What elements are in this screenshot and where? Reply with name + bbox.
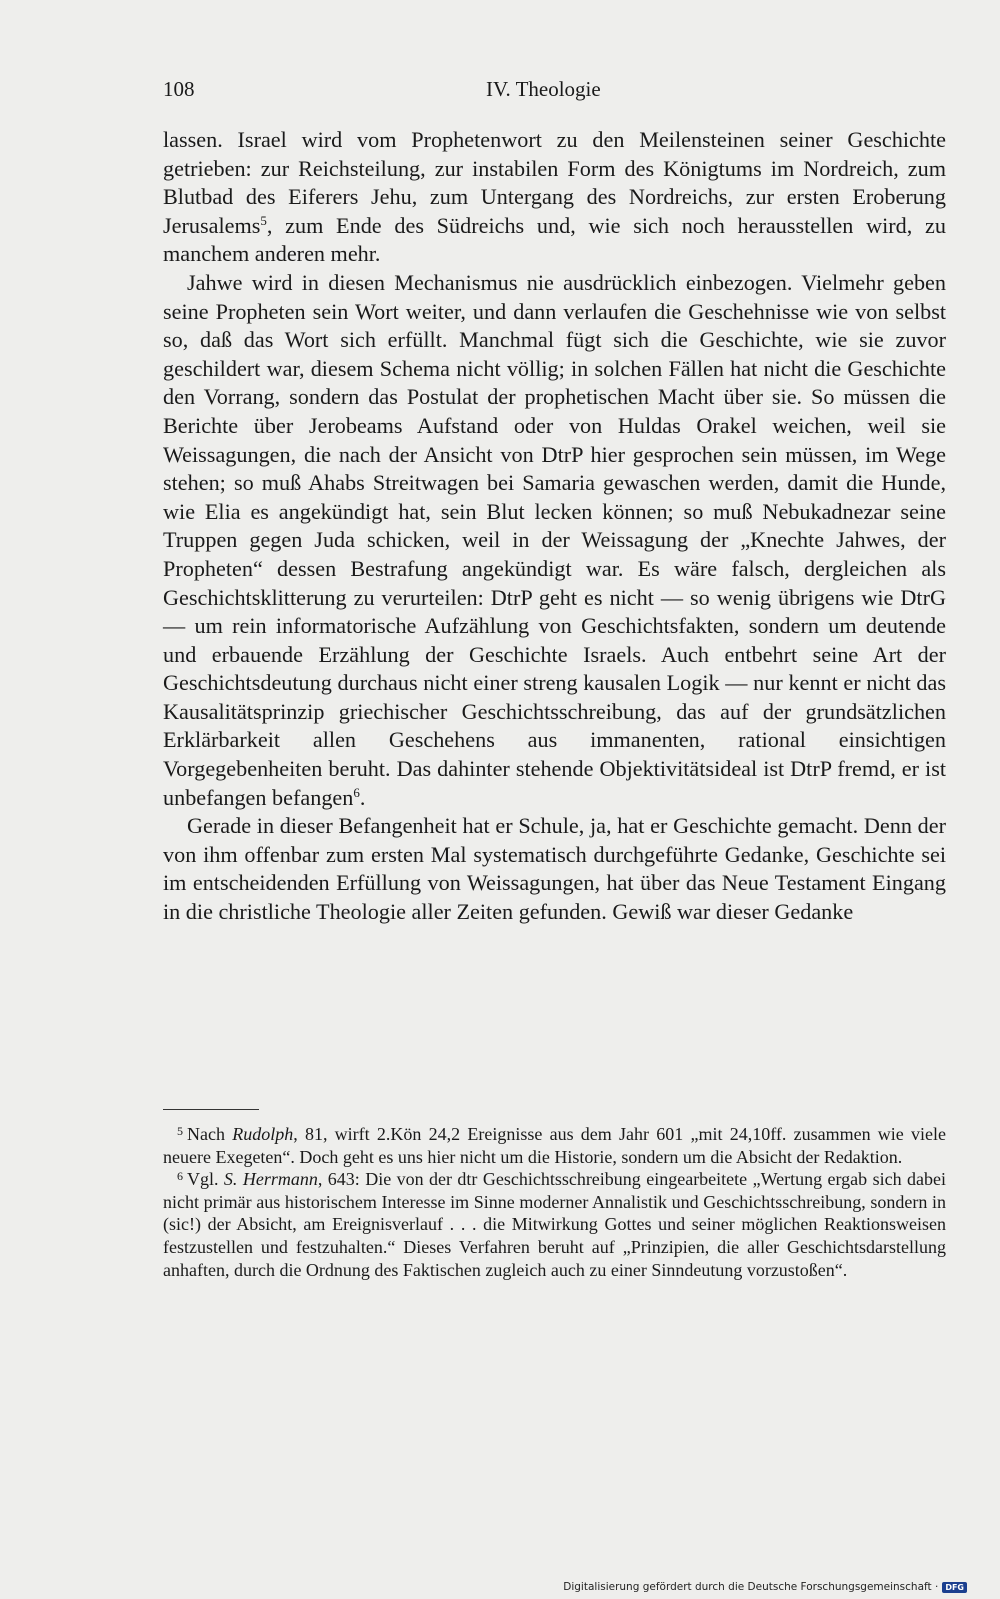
paragraph-3 xyxy=(163,812,946,926)
footnote-5-author: Rudolph xyxy=(232,1124,294,1144)
footnote-6-prefix: Vgl. xyxy=(187,1169,224,1190)
main-text xyxy=(163,126,946,927)
page-header xyxy=(163,77,946,107)
footnote-5 xyxy=(163,1123,946,1168)
running-head: IV. Theologie xyxy=(486,77,601,101)
footnote-6 xyxy=(163,1168,946,1281)
footnote-divider xyxy=(163,1109,259,1110)
credit-text: Digitalisierung gefördert durch die Deutsche Forschungsgemeinschaft · xyxy=(563,1581,939,1593)
paragraph-2 xyxy=(163,269,946,812)
paragraph-1 xyxy=(163,126,946,269)
footnote-5-text: , 81, wirft 2.Kön 24,2 Ereignisse aus dem Jahr 601 „mit 24,10ff. zusammen wie viele neuere Exegeten“. Doch geht es uns hier nicht um die Historie, sondern um die Absicht der Redaktion. xyxy=(163,1124,946,1167)
paragraph-1-text: lassen. Israel wird vom Prophetenwort zu den Meilensteinen seiner Geschichte getrieben: zur Reichsteilung, zur instabilen Form des Königtums im Nordreich, zum Blutbad des Eiferers Jehu, zum Untergang des Nordreichs, zur ersten Eroberung Jerusalems xyxy=(163,127,946,238)
footnotes xyxy=(163,1123,946,1281)
dfg-logo-icon: DFG xyxy=(942,1582,967,1593)
paragraph-1-tail: , zum Ende des Südreichs und, wie sich noch herausstellen wird, zu manchem anderen mehr. xyxy=(163,212,946,267)
footnote-6-text: , 643: Die von der dtr Geschichtsschreibung eingearbeitete „Wertung ergab sich dabei nicht primär aus historischem Interesse im Sinne moderner Annalistik und Geschichtsschreibung, sondern in (sic!) der Absicht, am Ereignisverlauf . . . die Mitwirkung Gottes und seiner möglichen Reaktionsweisen festzustellen und festzuhalten.“ Dieses Verfahren beruht auf „Prinzipien, die aller Geschichtsdarstellung anhaften, durch die Ordnung des Faktischen zugleich auch zu einer Sinndeutung vorzustoßen“. xyxy=(163,1169,946,1280)
footnote-6-number: 6 xyxy=(177,1169,183,1184)
footnote-5-number: 5 xyxy=(177,1124,183,1138)
paragraph-3-text: Gerade in dieser Befangenheit hat er Schule, ja, hat er Geschichte gemacht. Denn der von ihm offenbar zum ersten Mal systematisch durchgeführte Gedanke, Geschichte sei im entscheidenden Erfüllung von Weissagungen, hat über das Neue Testament Eingang in die christliche Theologie aller Zeiten gefunden. Gewiß war dieser Gedanke xyxy=(163,813,946,925)
page-number: 108 xyxy=(163,77,195,101)
paragraph-2-tail: . xyxy=(359,784,366,810)
footnote-ref-5[interactable]: 5 xyxy=(260,212,267,228)
footnote-6-author: S. Herrmann xyxy=(223,1169,318,1190)
footnote-5-prefix: Nach xyxy=(187,1124,233,1144)
paragraph-2-text: Jahwe wird in diesen Mechanismus nie ausdrücklich einbezogen. Vielmehr geben seine Propheten sein Wort weiter, und dann verlaufen die Geschehnisse wie von selbst so, daß das Wort sich erfüllt. Manchmal fügt sich die Geschichte, wie sie zuvor geschildert war, diesem Schema nicht völlig; in solchen Fällen hat nicht die Geschichte den Vorrang, sondern das Postulat der prophetischen Macht über sie. So müssen die Berichte über Jerobeams Aufstand oder von Huldas Orakel weichen, weil sie Weissagungen, die nach der Ansicht von DtrP hier gesprochen sein müssen, im Wege stehen; so muß Ahabs Streitwagen bei Samaria gewaschen werden, damit die Hunde, wie Elia es angekündigt hat, sein Blut lecken können; so muß Nebukadnezar seine Truppen gegen Juda schicken, weil in der Weissagung der „Knechte Jahwes, der Propheten“ dessen Bestrafung angekündigt war. Es wäre falsch, dergleichen als Geschichtsklitterung zu verurteilen: DtrP geht es nicht — so wenig übrigens wie DtrG — um rein informatorische Aufzählung von Geschichtsfakten, sondern um deutende und erbauende Erzählung der Geschichte Israels. Auch entbehrt seine Art der Geschichtsdeutung durchaus nicht einer streng kausalen Logik — nur kennt er nicht das Kausalitätsprinzip griechischer Geschichtsschreibung, das auf der grundsätzlichen Erklärbarkeit allen Geschehens aus immanenten, rational einsichtigen Vorgegebenheiten beruht. Das dahinter stehende Objektivitätsideal ist DtrP fremd, er ist unbefangen befangen xyxy=(163,269,946,810)
digitization-credit xyxy=(563,1581,967,1593)
footnote-ref-6[interactable]: 6 xyxy=(353,784,360,800)
